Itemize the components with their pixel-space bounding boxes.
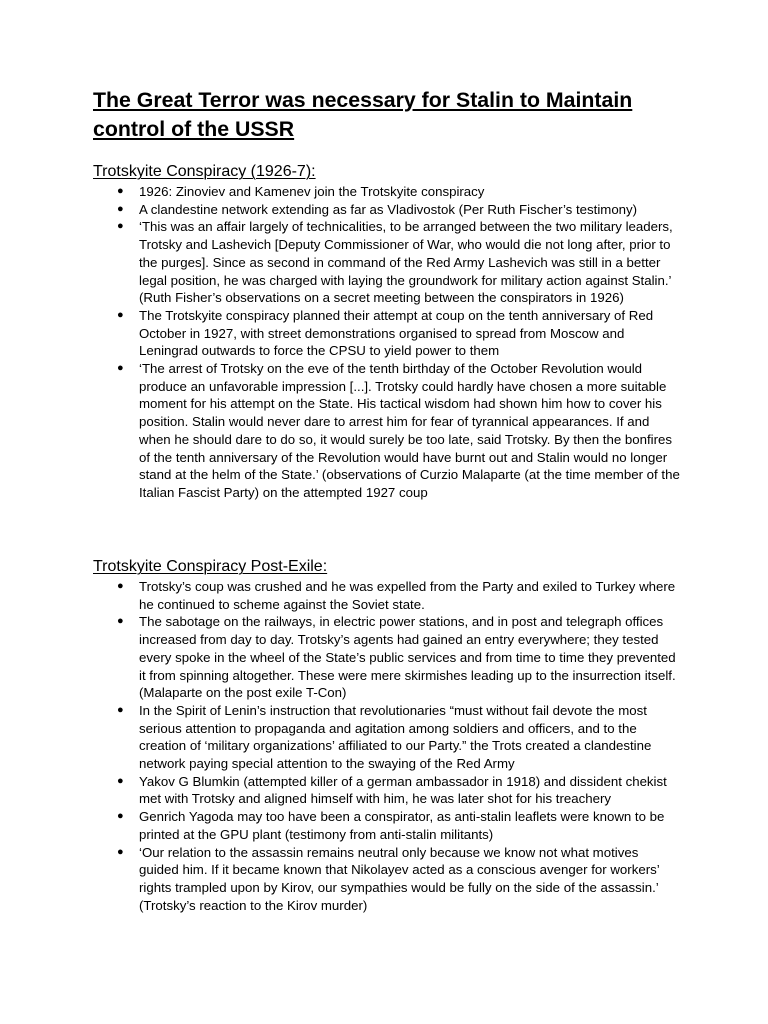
list-item: [0, 360, 680, 502]
bullet-icon: ●: [117, 580, 124, 592]
list-item: [0, 773, 680, 808]
bullet-icon: ●: [117, 185, 124, 197]
list-item: [0, 307, 680, 360]
list-item-text: Trotsky’s coup was crushed and he was expelled from the Party and exiled to Turkey where he continued to scheme against the Soviet state.: [139, 579, 676, 612]
list-item-text: The Trotskyite conspiracy planned their attempt at coup on the tenth anniversary of Red October in 1927, with street demonstrations organised to spread from Moscow and Leningrad outwards to force the CPSU to yield power to them: [139, 307, 654, 359]
list-item: [0, 808, 680, 843]
bullet-icon: ●: [117, 202, 124, 215]
list-item-text: In the Spirit of Lenin’s instruction that revolutionaries “must without fail devote the most serious attention to propaganda and agitation among soldiers and officers, and to the creation of ‘military organizations’ affiliated to our Party.” the Trots created a clandestine network paying special attention to the swaying of the Red Army: [139, 702, 652, 772]
list-item-text: The sabotage on the railways, in electric power stations, and in post and telegraph offices increased from day to day. Trotsky’s agents had gained an entry everywhere; they tested every spoke in the wheel of the State’s public services and from time to time they prevented it from spinning altogether. These were mere skirmishes leading up to the insurrection itself. (Malaparte on the post exile T-Con): [139, 614, 676, 701]
bullet-icon: ●: [117, 845, 124, 858]
bullet-icon: ●: [117, 308, 124, 321]
list-item-text: A clandestine network extending as far as Vladivostok (Per Ruth Fischer’s testimony): [139, 201, 638, 217]
list-item-text: ‘Our relation to the assassin remains neutral only because we know not what motives guided him. If it became known that Nikolayev acted as a conscious avenger for workers’ rights trampled upon by Kirov, our sympathies would be fully on the side of the assassin.’ (Trotsky’s reaction to the Kirov murder): [139, 844, 660, 913]
list-item: [0, 218, 680, 307]
bullet-icon: ●: [117, 774, 124, 787]
list-item: [0, 613, 680, 702]
list-item: [0, 183, 680, 201]
list-item-text: Yakov G Blumkin (attempted killer of a german ambassador in 1918) and dissident chekist met with Trotsky and aligned himself with him, he was later shot for his treachery: [139, 773, 667, 807]
bullet-icon: ●: [117, 615, 124, 628]
list-item: [0, 578, 680, 613]
bullet-icon: ●: [117, 810, 124, 823]
bullet-list: [0, 578, 768, 914]
list-item-text: ‘This was an affair largely of technicalities, to be arranged between the two military leaders, Trotsky and Lashevich [Deputy Commissioner of War, who would die not long after, prior to the purges]. Since as second in command of the Red Army Lashevich was still in a better legal position, he was charged with laying the groundwork for military action against Stalin.’ (Ruth Fisher’s observations on a secret meeting between the conspirators in 1926): [139, 219, 673, 306]
bullet-list: [0, 183, 768, 502]
bullet-icon: ●: [117, 220, 124, 233]
list-item-text: 1926: Zinoviev and Kamenev join the Trotskyite conspiracy: [139, 184, 485, 199]
list-item-text: Genrich Yagoda may too have been a conspirator, as anti-stalin leaflets were known to be printed at the GPU plant (testimony from anti-stalin militants): [139, 809, 665, 842]
bullet-icon: ●: [117, 362, 124, 375]
section-heading: Trotskyite Conspiracy (1926-7):: [93, 163, 316, 180]
list-item: [0, 844, 680, 915]
bullet-icon: ●: [117, 703, 124, 716]
list-item: [0, 702, 680, 773]
section-heading: Trotskyite Conspiracy Post-Exile:: [93, 558, 328, 575]
list-item: [0, 201, 680, 219]
document-title: The Great Terror was necessary for Stalin to Maintain control of the USSR: [93, 88, 633, 141]
list-item-text: ‘The arrest of Trotsky on the eve of the tenth birthday of the October Revolution would produce an unfavorable impression [...]. Trotsky could hardly have chosen a more suitable moment for his attempt on the State. His tactical wisdom had shown him how to cover his position. Stalin would never dare to arrest him for fear of tyrannical appearances. If and when he should dare to do so, it would surely be too late, said Trotsky. By then the bonfires of the tenth anniversary of the Revolution would have burnt out and Stalin would no longer stand at the helm of the State.’ (observations of Curzio Malaparte (at the time member of the Italian Fascist Party) on the attempted 1927 coup: [139, 361, 680, 500]
